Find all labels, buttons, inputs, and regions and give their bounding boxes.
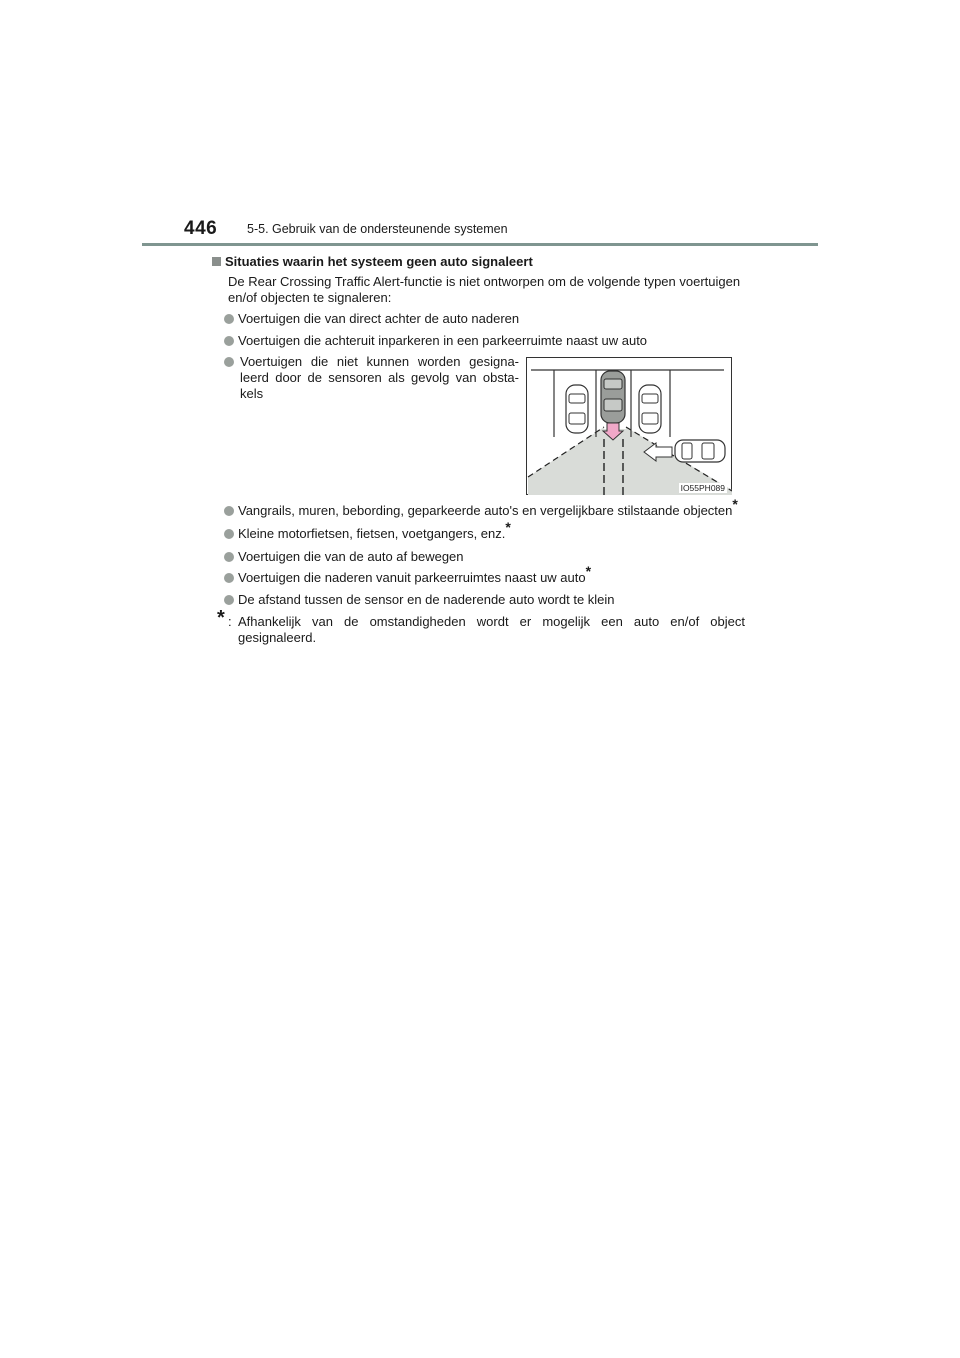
parked-car-right-icon <box>639 385 661 433</box>
list-item: Voertuigen die naderen vanuit parkeerruimtes naast uw auto* <box>224 570 591 586</box>
intro-paragraph: De Rear Crossing Traffic Alert-functie is niet ontworpen om de volgende typen voertuigen en/of objecten te signaleren: <box>228 274 741 305</box>
list-item: Voertuigen die van de auto af bewegen <box>224 549 464 565</box>
square-bullet-icon <box>212 257 221 266</box>
parking-diagram <box>526 357 732 495</box>
bullet-icon <box>224 336 234 346</box>
list-item: Voertuigen die van direct achter de auto naderen <box>224 311 519 327</box>
asterisk-marker: * <box>585 563 592 579</box>
bullet-icon <box>224 552 234 562</box>
parked-car-left-icon <box>566 385 588 433</box>
parking-illustration <box>526 357 732 495</box>
bullet-icon <box>224 573 234 583</box>
bullet-icon <box>224 314 234 324</box>
header-rule <box>142 243 818 246</box>
bullet-icon <box>224 357 234 367</box>
asterisk-marker: * <box>505 519 511 535</box>
list-item: De afstand tussen de sensor en de naderende auto wordt te klein <box>224 592 615 608</box>
bullet-icon <box>224 529 234 539</box>
asterisk-marker: * <box>732 496 738 512</box>
list-item: Vangrails, muren, bebording, geparkeerde auto's en vergelijkbare stilstaande objecten* <box>224 503 738 519</box>
bullet-icon <box>224 595 234 605</box>
list-item: Voertuigen die achteruit inparkeren in een parkeerruimte naast uw auto <box>224 333 647 349</box>
footnote-marker: * <box>217 607 225 629</box>
approaching-car-icon <box>675 440 725 462</box>
page-header <box>0 0 960 250</box>
own-car-icon <box>601 371 625 423</box>
bullet-icon <box>224 506 234 516</box>
page-number: 446 <box>184 218 218 239</box>
figure-label: IO55PH089 <box>680 483 725 493</box>
list-item: Kleine motorfietsen, fietsen, voetgangers, enz.* <box>224 526 511 542</box>
footnote-text: Afhankelijk van de omstandigheden wordt er mogelijk een auto en/of object gesignaleerd. <box>238 614 745 645</box>
subsection-heading: Situaties waarin het systeem geen auto signaleert <box>212 254 533 270</box>
list-item: Voertuigen die niet kunnen worden gesigna-leerd door de sensoren als gevolg van obsta-kels <box>224 354 519 402</box>
section-title: 5-5. Gebruik van de ondersteunende systemen <box>247 222 508 236</box>
